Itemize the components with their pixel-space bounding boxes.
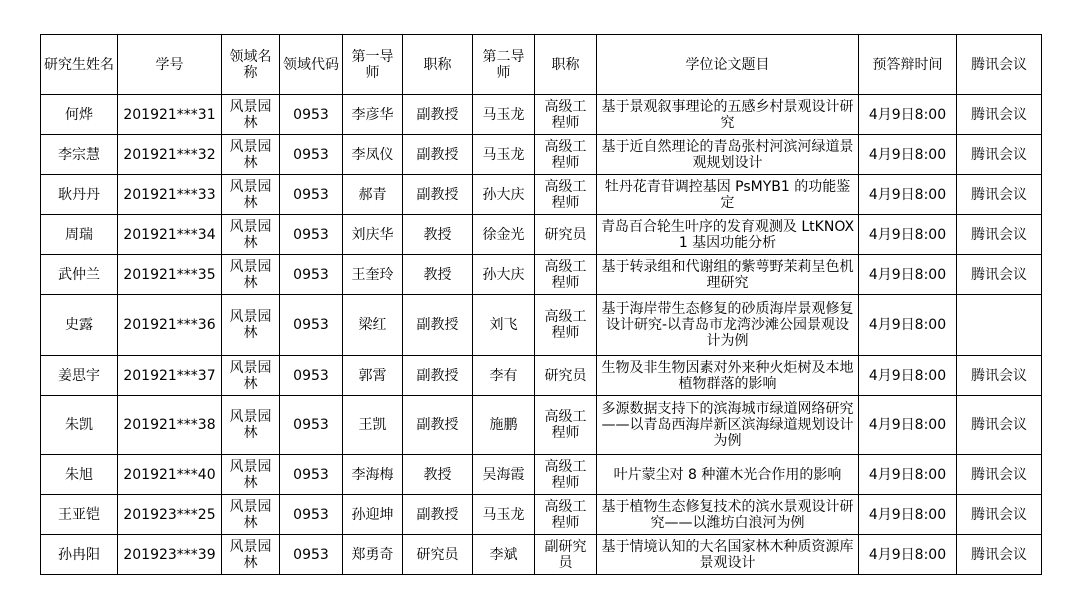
cell-second-advisor-title: 高级工程师 bbox=[535, 95, 597, 135]
cell-first-advisor: 李凤仪 bbox=[343, 135, 403, 175]
cell-student-id: 201921***31 bbox=[118, 95, 222, 135]
cell-thesis-title: 青岛百合轮生叶序的发育观测及 LtKNOX1 基因功能分析 bbox=[597, 215, 859, 255]
table-row bbox=[41, 215, 1042, 255]
table-row bbox=[41, 495, 1042, 535]
cell-thesis-title: 牡丹花青苷调控基因 PsMYB1 的功能鉴定 bbox=[597, 175, 859, 215]
cell-first-advisor-title: 研究员 bbox=[403, 535, 473, 575]
cell-first-advisor-title: 副教授 bbox=[403, 95, 473, 135]
cell-meeting: 腾讯会议 bbox=[957, 495, 1042, 535]
header-second-advisor: 第二导师 bbox=[473, 35, 535, 95]
cell-first-advisor: 李彦华 bbox=[343, 95, 403, 135]
cell-thesis-title: 基于景观叙事理论的五感乡村景观设计研究 bbox=[597, 95, 859, 135]
cell-thesis-title: 多源数据支持下的滨海城市绿道网络研究——以青岛西海岸新区滨海绿道规划设计为例 bbox=[597, 396, 859, 455]
cell-student-name: 耿丹丹 bbox=[41, 175, 118, 215]
cell-thesis-title: 叶片蒙尘对 8 种灌木光合作用的影响 bbox=[597, 455, 859, 495]
cell-thesis-title: 基于海岸带生态修复的砂质海岸景观修复设计研究-以青岛市龙湾沙滩公园景观设计为例 bbox=[597, 295, 859, 356]
cell-student-name: 武仲兰 bbox=[41, 255, 118, 295]
cell-field-name: 风景园林 bbox=[222, 215, 280, 255]
header-meeting: 腾讯会议 bbox=[957, 35, 1042, 95]
table-row bbox=[41, 535, 1042, 575]
cell-second-advisor-title: 高级工程师 bbox=[535, 175, 597, 215]
cell-thesis-title: 基于转录组和代谢组的紫萼野茉莉呈色机理研究 bbox=[597, 255, 859, 295]
cell-field-name: 风景园林 bbox=[222, 95, 280, 135]
cell-second-advisor-title: 高级工程师 bbox=[535, 255, 597, 295]
cell-defense-time: 4月9日8:00 bbox=[859, 455, 957, 495]
cell-second-advisor: 李斌 bbox=[473, 535, 535, 575]
header-first-advisor: 第一导师 bbox=[343, 35, 403, 95]
cell-student-id: 201921***34 bbox=[118, 215, 222, 255]
cell-defense-time: 4月9日8:00 bbox=[859, 95, 957, 135]
cell-student-name: 孙冉阳 bbox=[41, 535, 118, 575]
cell-first-advisor-title: 教授 bbox=[403, 215, 473, 255]
cell-field-name: 风景园林 bbox=[222, 255, 280, 295]
cell-meeting: 腾讯会议 bbox=[957, 255, 1042, 295]
cell-thesis-title: 基于植物生态修复技术的滨水景观设计研究——以潍坊白浪河为例 bbox=[597, 495, 859, 535]
cell-field-name: 风景园林 bbox=[222, 295, 280, 356]
cell-defense-time: 4月9日8:00 bbox=[859, 495, 957, 535]
cell-student-name: 朱旭 bbox=[41, 455, 118, 495]
cell-second-advisor-title: 高级工程师 bbox=[535, 295, 597, 356]
cell-meeting: 腾讯会议 bbox=[957, 455, 1042, 495]
cell-first-advisor-title: 副教授 bbox=[403, 175, 473, 215]
cell-field-name: 风景园林 bbox=[222, 535, 280, 575]
cell-first-advisor-title: 副教授 bbox=[403, 356, 473, 396]
cell-student-id: 201921***37 bbox=[118, 356, 222, 396]
cell-meeting bbox=[957, 295, 1042, 356]
cell-second-advisor-title: 研究员 bbox=[535, 215, 597, 255]
cell-student-id: 201921***38 bbox=[118, 396, 222, 455]
cell-student-id: 201921***40 bbox=[118, 455, 222, 495]
cell-meeting: 腾讯会议 bbox=[957, 535, 1042, 575]
cell-second-advisor-title: 高级工程师 bbox=[535, 396, 597, 455]
cell-field-code: 0953 bbox=[280, 295, 343, 356]
header-field-code: 领域代码 bbox=[280, 35, 343, 95]
cell-field-name: 风景园林 bbox=[222, 135, 280, 175]
cell-second-advisor-title: 高级工程师 bbox=[535, 135, 597, 175]
cell-field-code: 0953 bbox=[280, 495, 343, 535]
cell-field-code: 0953 bbox=[280, 356, 343, 396]
cell-first-advisor: 王凯 bbox=[343, 396, 403, 455]
table-row bbox=[41, 255, 1042, 295]
cell-student-id: 201923***25 bbox=[118, 495, 222, 535]
cell-defense-time: 4月9日8:00 bbox=[859, 175, 957, 215]
cell-first-advisor-title: 副教授 bbox=[403, 135, 473, 175]
cell-defense-time: 4月9日8:00 bbox=[859, 255, 957, 295]
cell-first-advisor: 刘庆华 bbox=[343, 215, 403, 255]
cell-student-id: 201923***39 bbox=[118, 535, 222, 575]
header-first-advisor-title: 职称 bbox=[403, 35, 473, 95]
cell-field-name: 风景园林 bbox=[222, 396, 280, 455]
table-row bbox=[41, 396, 1042, 455]
cell-first-advisor-title: 教授 bbox=[403, 455, 473, 495]
cell-field-code: 0953 bbox=[280, 396, 343, 455]
cell-field-code: 0953 bbox=[280, 215, 343, 255]
cell-thesis-title: 基于情境认知的大名国家林木种质资源库景观设计 bbox=[597, 535, 859, 575]
cell-second-advisor: 马玉龙 bbox=[473, 95, 535, 135]
cell-defense-time: 4月9日8:00 bbox=[859, 135, 957, 175]
cell-second-advisor: 孙大庆 bbox=[473, 255, 535, 295]
cell-field-name: 风景园林 bbox=[222, 495, 280, 535]
cell-meeting: 腾讯会议 bbox=[957, 175, 1042, 215]
cell-student-name: 朱凯 bbox=[41, 396, 118, 455]
table-row bbox=[41, 295, 1042, 356]
cell-field-code: 0953 bbox=[280, 135, 343, 175]
cell-first-advisor-title: 副教授 bbox=[403, 396, 473, 455]
cell-student-name: 姜思宇 bbox=[41, 356, 118, 396]
cell-second-advisor: 马玉龙 bbox=[473, 135, 535, 175]
cell-second-advisor-title: 高级工程师 bbox=[535, 455, 597, 495]
table-row bbox=[41, 455, 1042, 495]
cell-first-advisor: 王奎玲 bbox=[343, 255, 403, 295]
cell-student-id: 201921***33 bbox=[118, 175, 222, 215]
cell-thesis-title: 生物及非生物因素对外来种火炬树及本地植物群落的影响 bbox=[597, 356, 859, 396]
cell-second-advisor: 施鹏 bbox=[473, 396, 535, 455]
cell-student-id: 201921***36 bbox=[118, 295, 222, 356]
cell-student-name: 李宗慧 bbox=[41, 135, 118, 175]
cell-field-name: 风景园林 bbox=[222, 175, 280, 215]
cell-thesis-title: 基于近自然理论的青岛张村河滨河绿道景观规划设计 bbox=[597, 135, 859, 175]
cell-first-advisor: 梁红 bbox=[343, 295, 403, 356]
cell-second-advisor: 孙大庆 bbox=[473, 175, 535, 215]
cell-meeting: 腾讯会议 bbox=[957, 135, 1042, 175]
header-defense-time: 预答辩时间 bbox=[859, 35, 957, 95]
cell-meeting: 腾讯会议 bbox=[957, 396, 1042, 455]
cell-second-advisor: 吴海霞 bbox=[473, 455, 535, 495]
cell-field-code: 0953 bbox=[280, 175, 343, 215]
header-field-name: 领域名称 bbox=[222, 35, 280, 95]
cell-meeting: 腾讯会议 bbox=[957, 95, 1042, 135]
cell-second-advisor-title: 副研究员 bbox=[535, 535, 597, 575]
cell-field-code: 0953 bbox=[280, 535, 343, 575]
cell-student-id: 201921***35 bbox=[118, 255, 222, 295]
cell-second-advisor-title: 研究员 bbox=[535, 356, 597, 396]
table-row bbox=[41, 356, 1042, 396]
table-row bbox=[41, 175, 1042, 215]
cell-defense-time: 4月9日8:00 bbox=[859, 215, 957, 255]
cell-second-advisor: 刘飞 bbox=[473, 295, 535, 356]
cell-field-code: 0953 bbox=[280, 255, 343, 295]
cell-second-advisor: 李有 bbox=[473, 356, 535, 396]
cell-defense-time: 4月9日8:00 bbox=[859, 535, 957, 575]
cell-first-advisor: 郭霄 bbox=[343, 356, 403, 396]
cell-field-code: 0953 bbox=[280, 455, 343, 495]
cell-defense-time: 4月9日8:00 bbox=[859, 356, 957, 396]
cell-student-name: 周瑞 bbox=[41, 215, 118, 255]
cell-meeting: 腾讯会议 bbox=[957, 215, 1042, 255]
cell-field-code: 0953 bbox=[280, 95, 343, 135]
cell-defense-time: 4月9日8:00 bbox=[859, 295, 957, 356]
table-row bbox=[41, 135, 1042, 175]
cell-second-advisor-title: 高级工程师 bbox=[535, 495, 597, 535]
cell-first-advisor: 李海梅 bbox=[343, 455, 403, 495]
cell-student-name: 王亚铠 bbox=[41, 495, 118, 535]
cell-first-advisor-title: 副教授 bbox=[403, 295, 473, 356]
cell-second-advisor: 徐金光 bbox=[473, 215, 535, 255]
cell-meeting: 腾讯会议 bbox=[957, 356, 1042, 396]
cell-first-advisor: 郝青 bbox=[343, 175, 403, 215]
cell-first-advisor: 孙迎坤 bbox=[343, 495, 403, 535]
cell-student-id: 201921***32 bbox=[118, 135, 222, 175]
header-student-id: 学号 bbox=[118, 35, 222, 95]
header-thesis-title: 学位论文题目 bbox=[597, 35, 859, 95]
header-student-name: 研究生姓名 bbox=[41, 35, 118, 95]
table-header-row bbox=[41, 35, 1042, 95]
defense-schedule-table bbox=[40, 34, 1042, 575]
cell-student-name: 何烨 bbox=[41, 95, 118, 135]
cell-first-advisor-title: 副教授 bbox=[403, 495, 473, 535]
cell-defense-time: 4月9日8:00 bbox=[859, 396, 957, 455]
header-second-advisor-title: 职称 bbox=[535, 35, 597, 95]
cell-first-advisor: 郑勇奇 bbox=[343, 535, 403, 575]
table-row bbox=[41, 95, 1042, 135]
cell-second-advisor: 马玉龙 bbox=[473, 495, 535, 535]
cell-field-name: 风景园林 bbox=[222, 356, 280, 396]
cell-field-name: 风景园林 bbox=[222, 455, 280, 495]
cell-student-name: 史露 bbox=[41, 295, 118, 356]
cell-first-advisor-title: 教授 bbox=[403, 255, 473, 295]
